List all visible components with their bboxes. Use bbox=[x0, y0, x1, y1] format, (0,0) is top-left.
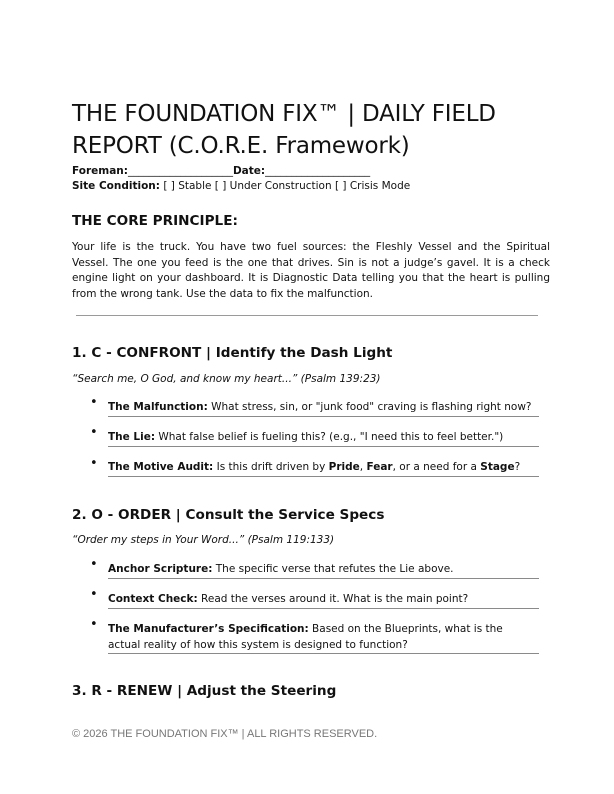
section-2-quote: “Order my steps in Your Word...” (Psalm 119:133) bbox=[72, 534, 335, 546]
bullet-icon: • bbox=[90, 617, 98, 632]
answer-line[interactable] bbox=[108, 476, 539, 477]
core-principle-heading: THE CORE PRINCIPLE: bbox=[72, 213, 238, 229]
item-text: ? bbox=[514, 461, 521, 473]
answer-line[interactable] bbox=[108, 446, 539, 447]
list-item bbox=[108, 592, 538, 608]
answer-line[interactable] bbox=[108, 608, 539, 609]
list-item bbox=[108, 622, 538, 653]
item-emphasis: Pride bbox=[328, 461, 360, 473]
core-principle-text: Your life is the truck. You have two fuel sources: the Fleshly Vessel and the Spiritual Vessel. The one you feed is the one that drives. Sin is not a judge’s gavel. It is a check engine light on your dashboard. It is Diagnostic Data telling you that the heart is pulling from the wrong tank. Use the data to fix the malfunction. bbox=[72, 241, 550, 300]
section-2-heading: 2. O - ORDER | Consult the Service Specs bbox=[72, 507, 385, 523]
item-label: The Manufacturer’s Specification: bbox=[108, 623, 309, 635]
site-condition-label: Site Condition: bbox=[72, 180, 160, 192]
site-condition-options[interactable]: [ ] Stable [ ] Under Construction [ ] Crisis Mode bbox=[159, 180, 411, 192]
item-text: , bbox=[359, 461, 367, 473]
item-label: Context Check: bbox=[108, 593, 198, 605]
item-label: The Malfunction: bbox=[108, 401, 208, 413]
section-3-heading: 3. R - RENEW | Adjust the Steering bbox=[72, 683, 337, 699]
date-blank[interactable]: ____________________ bbox=[265, 165, 371, 177]
item-label: The Lie: bbox=[108, 431, 156, 443]
item-text: What stress, sin, or "junk food" craving is flashing right now? bbox=[207, 401, 532, 413]
bullet-icon: • bbox=[90, 557, 98, 572]
item-text: Read the verses around it. What is the main point? bbox=[197, 593, 469, 605]
foreman-blank[interactable]: ____________________ bbox=[127, 165, 233, 177]
title-line-2: REPORT (C.O.R.E. Framework) bbox=[72, 133, 410, 159]
bullet-icon: • bbox=[90, 425, 98, 440]
foreman-date-line bbox=[72, 164, 370, 178]
bullet-icon: • bbox=[90, 587, 98, 602]
list-item bbox=[108, 562, 538, 578]
list-item bbox=[108, 430, 538, 446]
item-text: Based on the Blueprints, what is the actual reality of how this system is designed to function? bbox=[108, 623, 503, 651]
site-condition-line bbox=[72, 179, 410, 193]
item-emphasis: Fear bbox=[366, 461, 393, 473]
answer-line[interactable] bbox=[108, 653, 539, 654]
item-text: Is this drift driven by bbox=[213, 461, 329, 473]
document-title bbox=[72, 98, 550, 162]
foreman-label: Foreman: bbox=[72, 165, 128, 177]
section-1-quote: “Search me, O God, and know my heart...” (Psalm 139:23) bbox=[72, 373, 381, 385]
item-text: The specific verse that refutes the Lie above. bbox=[212, 563, 454, 575]
section-1-heading: 1. C - CONFRONT | Identify the Dash Light bbox=[72, 345, 393, 361]
answer-line[interactable] bbox=[108, 416, 539, 417]
item-label: Anchor Scripture: bbox=[108, 563, 213, 575]
item-text: , or a need for a bbox=[392, 461, 481, 473]
answer-line[interactable] bbox=[108, 578, 539, 579]
item-emphasis: Stage bbox=[480, 461, 515, 473]
copyright-footer: © 2026 THE FOUNDATION FIX™ | ALL RIGHTS RESERVED. bbox=[72, 728, 378, 740]
date-label: Date: bbox=[232, 165, 266, 177]
title-line-1: THE FOUNDATION FIX™ | DAILY FIELD bbox=[72, 101, 496, 127]
item-label: The Motive Audit: bbox=[108, 461, 214, 473]
section-divider bbox=[76, 315, 538, 316]
bullet-icon: • bbox=[90, 456, 98, 471]
bullet-icon: • bbox=[90, 395, 98, 410]
item-text: What false belief is fueling this? (e.g., "I need this to feel better.") bbox=[155, 431, 504, 443]
list-item bbox=[108, 400, 538, 416]
list-item bbox=[108, 460, 538, 476]
